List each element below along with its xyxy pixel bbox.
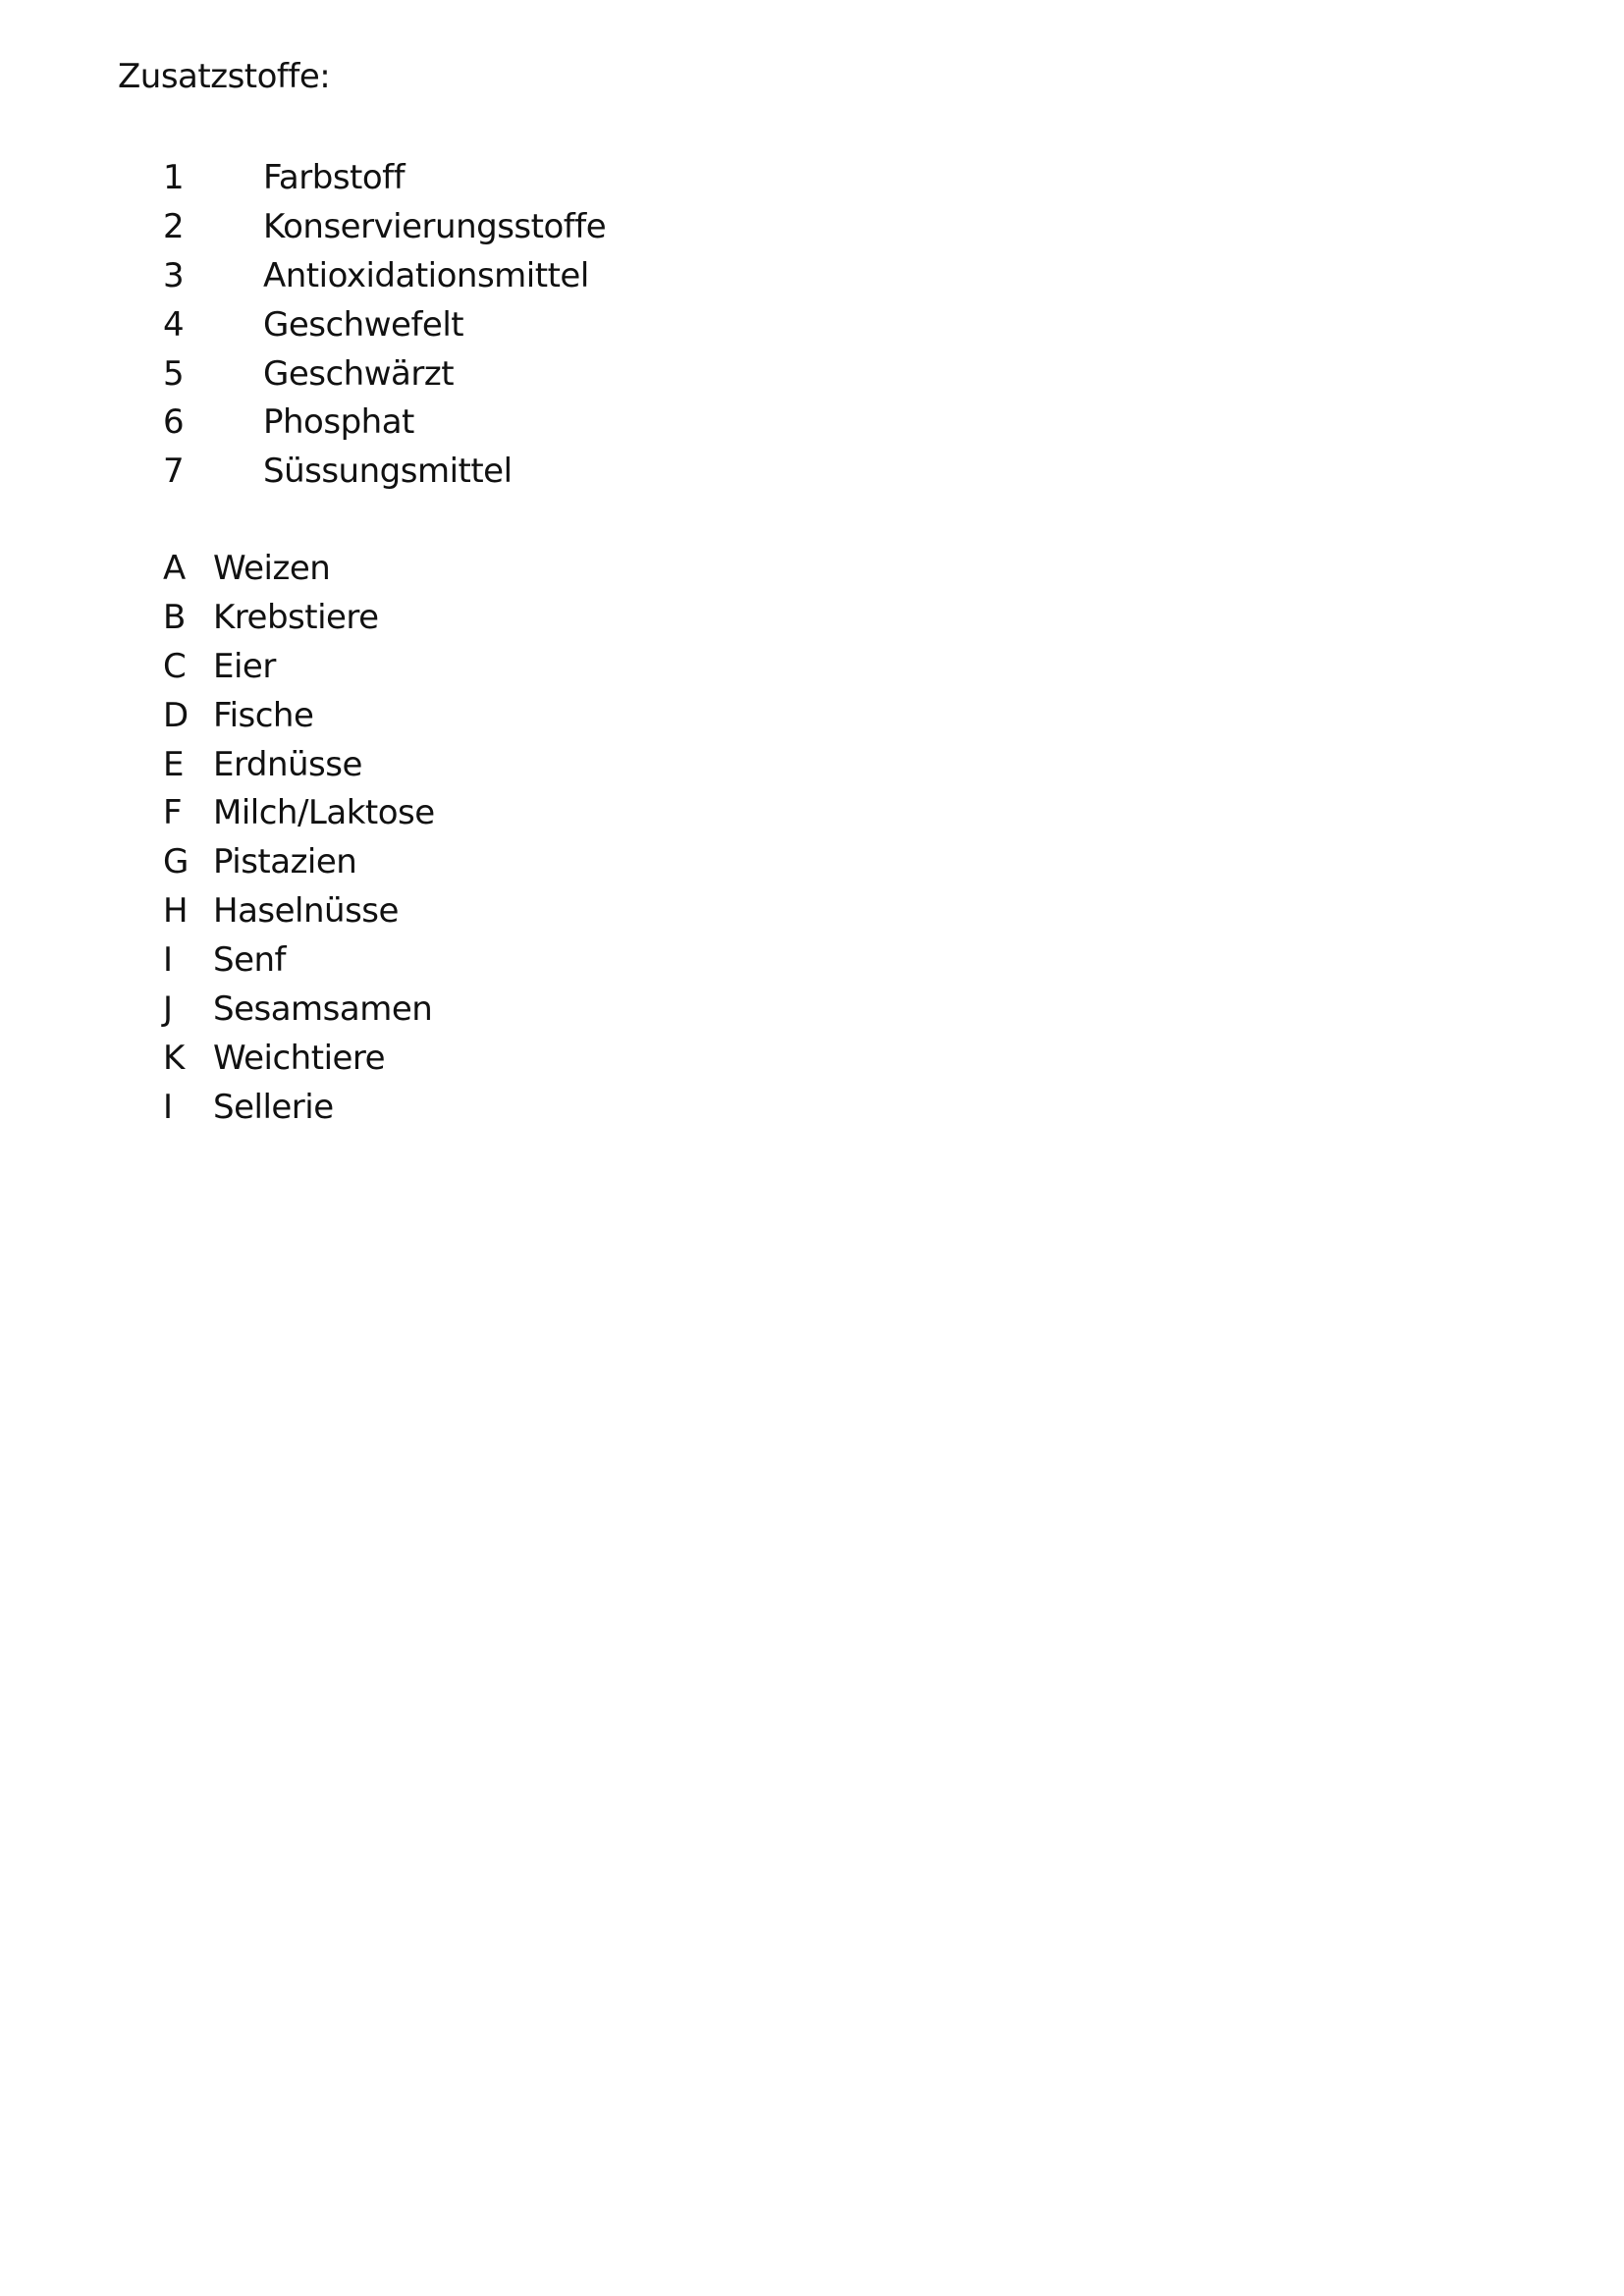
additive-label: Süssungsmittel [263,452,513,492]
allergen-code: C [163,646,187,686]
allergen-code: D [163,695,189,735]
allergen-code: J [163,989,173,1030]
additive-label: Phosphat [263,402,414,443]
additive-label: Farbstoff [263,158,406,197]
allergen-label: Eier [213,646,276,686]
allergen-code: B [163,597,186,637]
additive-code: 2 [163,206,185,246]
additive-label: Geschwefelt [263,304,464,345]
allergen-label: Sesamsamen [213,989,433,1030]
allergen-label: Erdnüsse [213,744,362,784]
allergen-label: Fische [213,695,314,735]
allergen-code: F [163,793,183,833]
additive-code: 3 [163,255,185,295]
allergen-label: Pistazien [213,842,357,882]
allergen-label: Milch/Laktose [213,793,435,833]
additive-label: Antioxidationsmittel [263,255,589,295]
allergen-label: Weichtiere [213,1038,386,1078]
allergen-code: G [163,842,189,882]
allergen-label: Haselnüsse [213,891,399,932]
additive-code: 6 [163,402,185,443]
allergen-label: Sellerie [213,1087,334,1127]
allergen-code: I [163,1087,173,1127]
additive-code: 4 [163,304,185,345]
allergen-code: A [163,549,186,588]
allergen-label: Weizen [213,549,331,588]
allergen-label: Krebstiere [213,597,379,637]
additive-code: 5 [163,353,185,394]
additive-label: Geschwärzt [263,353,455,394]
allergen-code: H [163,891,189,932]
allergen-code: K [163,1038,185,1078]
additive-code: 7 [163,452,185,492]
additive-label: Konservierungsstoffe [263,206,607,246]
allergen-code: E [163,744,184,784]
allergen-label: Senf [213,940,287,981]
allergen-code: I [163,940,173,981]
additive-code: 1 [163,158,185,197]
page-title: Zusatzstoffe: [118,57,331,96]
